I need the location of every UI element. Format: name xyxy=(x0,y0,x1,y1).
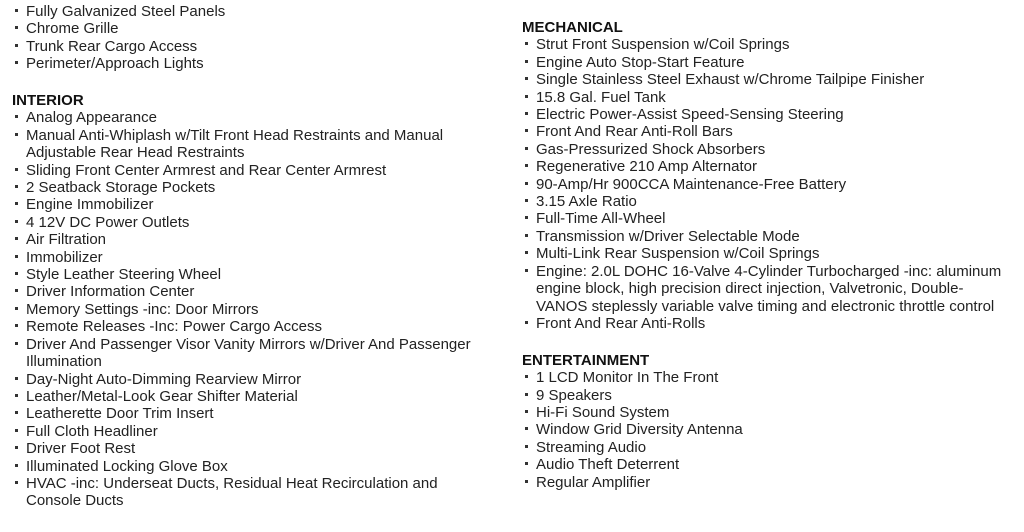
list-item: Engine: 2.0L DOHC 16-Valve 4-Cylinder Turbocharged -inc: aluminum engine block, high precision direct injection, Valvetronic, Double- VANOS steplessly variable valve timing and electronic throttle control xyxy=(522,263,1024,315)
list-item: Leatherette Door Trim Insert xyxy=(12,405,512,422)
list-item: 3.15 Axle Ratio xyxy=(522,193,1024,210)
list-item: Full-Time All-Wheel xyxy=(522,210,1024,227)
list-item: Perimeter/Approach Lights xyxy=(12,55,512,72)
list-item: Manual Anti-Whiplash w/Tilt Front Head Restraints and Manual Adjustable Rear Head Restraints xyxy=(12,127,512,162)
list-item: Memory Settings -inc: Door Mirrors xyxy=(12,301,512,318)
list-item: HVAC -inc: Underseat Ducts, Residual Heat Recirculation and Console Ducts xyxy=(12,475,512,510)
list-item: Streaming Audio xyxy=(522,439,1024,456)
list-item: 1 LCD Monitor In The Front xyxy=(522,369,1024,386)
list-item: Driver And Passenger Visor Vanity Mirrors w/Driver And Passenger Illumination xyxy=(12,336,512,371)
list-item: Air Filtration xyxy=(12,231,512,248)
list-item: Analog Appearance xyxy=(12,109,512,126)
list-item: Immobilizer xyxy=(12,249,512,266)
list-item: Day-Night Auto-Dimming Rearview Mirror xyxy=(12,371,512,388)
list-item: Illuminated Locking Glove Box xyxy=(12,458,512,475)
interior-list xyxy=(12,109,512,509)
list-item: Style Leather Steering Wheel xyxy=(12,266,512,283)
list-item: Regular Amplifier xyxy=(522,474,1024,491)
exterior-list xyxy=(12,3,512,73)
entertainment-list xyxy=(522,369,1024,491)
list-item: Front And Rear Anti-Roll Bars xyxy=(522,123,1024,140)
mechanical-heading: MECHANICAL xyxy=(522,19,623,36)
list-item: Multi-Link Rear Suspension w/Coil Springs xyxy=(522,245,1024,262)
list-item: Leather/Metal-Look Gear Shifter Material xyxy=(12,388,512,405)
list-item: Strut Front Suspension w/Coil Springs xyxy=(522,36,1024,53)
entertainment-heading: ENTERTAINMENT xyxy=(522,351,650,369)
list-item: Electric Power-Assist Speed-Sensing Steering xyxy=(522,106,1024,123)
list-item: Driver Foot Rest xyxy=(12,440,512,457)
right-column xyxy=(522,19,1024,491)
list-item: 90-Amp/Hr 900CCA Maintenance-Free Battery xyxy=(522,176,1024,193)
list-item: Sliding Front Center Armrest and Rear Center Armrest xyxy=(12,162,512,179)
list-item: Hi-Fi Sound System xyxy=(522,404,1024,421)
list-item: 9 Speakers xyxy=(522,387,1024,404)
list-item: Engine Immobilizer xyxy=(12,196,512,213)
list-item: Window Grid Diversity Antenna xyxy=(522,421,1024,438)
list-item: Front And Rear Anti-Rolls xyxy=(522,315,1024,332)
mechanical-list xyxy=(522,36,1024,332)
list-item: Audio Theft Deterrent xyxy=(522,456,1024,473)
list-item: 15.8 Gal. Fuel Tank xyxy=(522,89,1024,106)
list-item: Engine Auto Stop-Start Feature xyxy=(522,54,1024,71)
list-item: Driver Information Center xyxy=(12,283,512,300)
interior-heading: INTERIOR xyxy=(12,92,84,110)
list-item: Chrome Grille xyxy=(12,20,512,37)
list-item: 2 Seatback Storage Pockets xyxy=(12,179,512,196)
list-item: Single Stainless Steel Exhaust w/Chrome Tailpipe Finisher xyxy=(522,71,1024,88)
left-column xyxy=(12,3,512,510)
list-item: Fully Galvanized Steel Panels xyxy=(12,3,512,20)
list-item: Regenerative 210 Amp Alternator xyxy=(522,158,1024,175)
list-item: Remote Releases -Inc: Power Cargo Access xyxy=(12,318,512,335)
list-item: 4 12V DC Power Outlets xyxy=(12,214,512,231)
list-item: Transmission w/Driver Selectable Mode xyxy=(522,228,1024,245)
list-item: Full Cloth Headliner xyxy=(12,423,512,440)
list-item: Trunk Rear Cargo Access xyxy=(12,38,512,55)
list-item: Gas-Pressurized Shock Absorbers xyxy=(522,141,1024,158)
